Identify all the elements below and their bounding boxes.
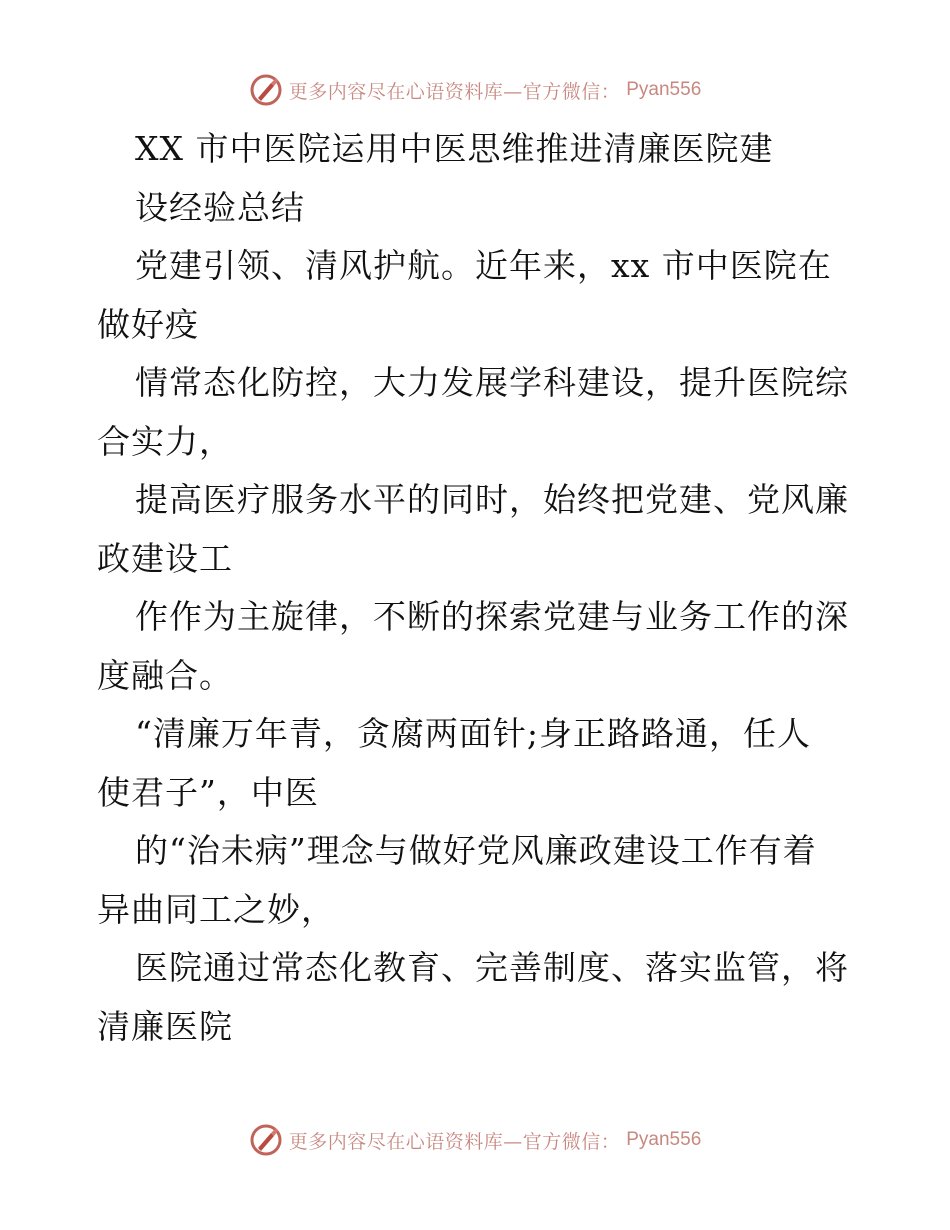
- paragraph-line: 度融合。: [97, 655, 233, 695]
- paragraph-line: 作作为主旋律，不断的探索党建与业务工作的深: [135, 597, 849, 636]
- paragraph-line: 异曲同工之妙，: [97, 889, 335, 929]
- watermark-group: [249, 1123, 702, 1157]
- paragraph-line: 清廉医院: [97, 1006, 233, 1046]
- paragraph-line: 使君子”，中医: [97, 772, 319, 812]
- watermark-text: 更多内容尽在心语资料库—官方微信：: [288, 80, 621, 103]
- pen-circle-logo-icon: [249, 1123, 283, 1157]
- paragraph-line: 党建引领、清风护航。近年来，xx 市中医院在: [135, 246, 832, 285]
- paragraph-line: “清廉万年青，贪腐两面针;身正路路通，任人: [135, 714, 811, 753]
- paragraph-line: 情常态化防控，大力发展学科建设，提升医院综: [135, 363, 849, 402]
- paragraph-line: 提高医疗服务水平的同时，始终把党建、党风廉: [135, 480, 849, 519]
- paragraph-line: 做好疫: [97, 304, 199, 344]
- paragraph-line: 合实力，: [97, 421, 233, 461]
- paragraph-line: 政建设工: [97, 538, 233, 578]
- title-line-1: XX 市中医院运用中医思维推进清廉医院建: [135, 129, 774, 168]
- paragraph-line: 医院通过常态化教育、完善制度、落实监管，将: [135, 948, 849, 987]
- watermark-wechat-id: Pyan556: [626, 1129, 702, 1150]
- watermark-wechat-id: Pyan556: [626, 79, 702, 100]
- paragraph-line: 的“治未病”理念与做好党风廉政建设工作有着: [135, 831, 817, 870]
- header-watermark: [0, 70, 950, 110]
- pen-circle-logo-icon: [249, 73, 283, 107]
- watermark-group: [249, 73, 702, 107]
- document-body: [97, 120, 867, 1056]
- watermark-text: 更多内容尽在心语资料库—官方微信：: [288, 1130, 621, 1153]
- title-line-2: 设经验总结: [135, 187, 305, 227]
- footer-watermark: [0, 1120, 950, 1160]
